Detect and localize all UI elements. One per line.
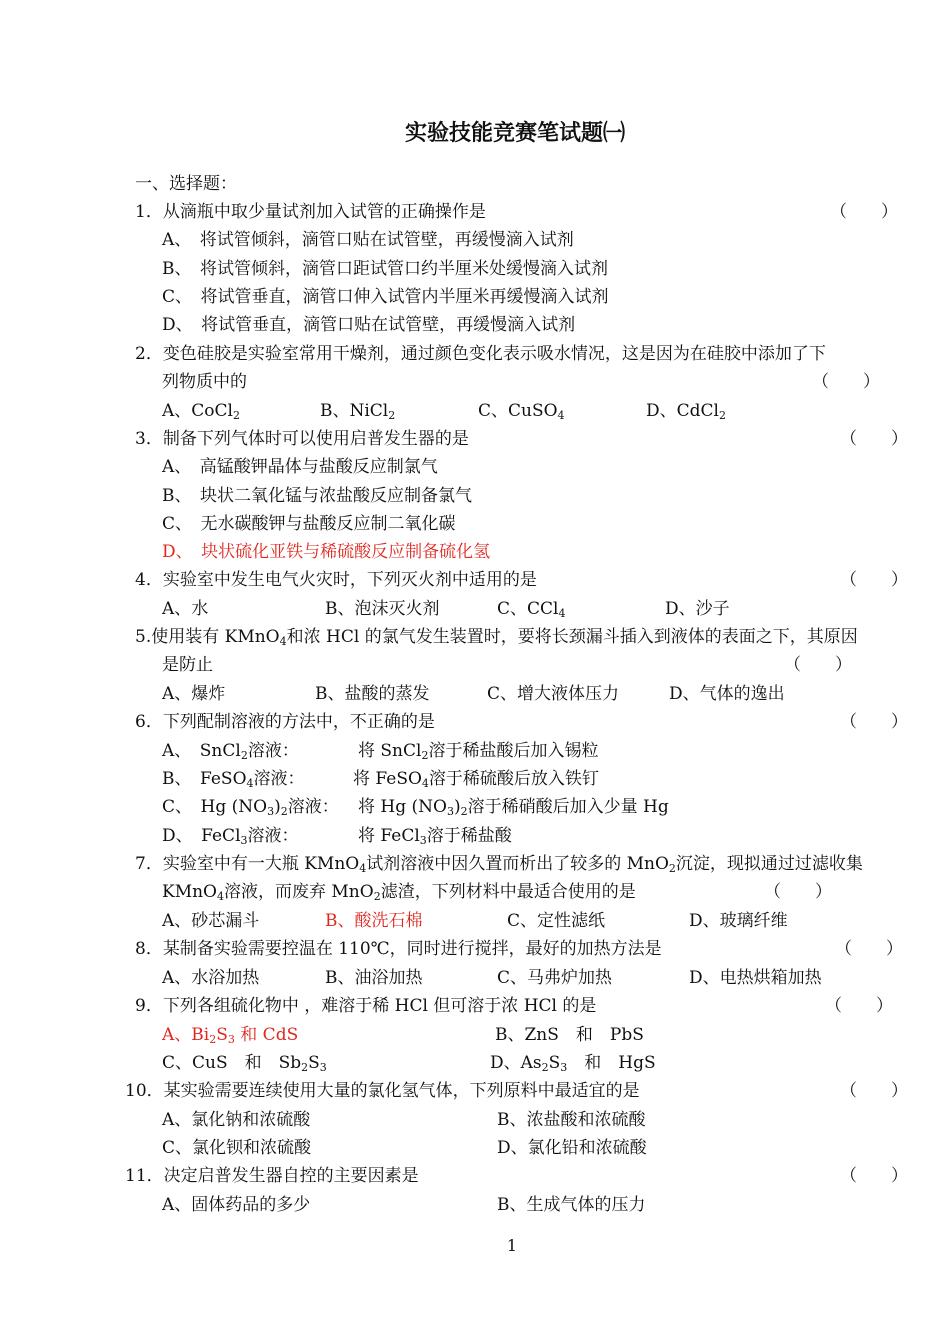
question-9-option-a-answer: A、$Bi_2S_3$ 和 CdS <box>162 1025 299 1046</box>
question-8-stem: 8．某制备实验需要控温在 110℃，同时进行搅拌，最好的加热方法是 <box>135 939 662 959</box>
question-7-stem: 7．实验室中有一大瓶 KMnO$_4$试剂溶液中因久置而析出了较多的 MnO$_2$沉淀，现拟通过过滤收集 <box>135 854 863 875</box>
question-6-option-b-label: B、 FeSO$_4$溶液： <box>162 769 305 790</box>
question-4-option-d: D、沙子 <box>665 599 730 619</box>
question-4-option-b: B、泡沫灭火剂 <box>325 599 440 619</box>
question-4-stem: 4．实验室中发生电气火灾时，下列灭火剂中适用的是 <box>135 570 537 590</box>
question-9-option-c: C、CuS 和 $Sb_2S_3$ <box>162 1053 327 1074</box>
question-11-stem: 11．决定启普发生器自控的主要因素是 <box>125 1166 419 1186</box>
answer-blank: （ ） <box>835 939 903 959</box>
question-7-option-a: A、砂芯漏斗 <box>162 911 260 931</box>
question-6-option-d-text: 将 FeCl$_3$溶于稀盐酸 <box>358 826 512 847</box>
question-1-option-a: A、 将试管倾斜，滴管口贴在试管壁，再缓慢滴入试剂 <box>162 230 574 250</box>
question-2-stem-continued: 列物质中的 <box>162 372 247 392</box>
question-2-stem: 2．变色硅胶是实验室常用干燥剂，通过颜色变化表示吸水情况，这是因为在硅胶中添加了下 <box>135 344 826 364</box>
question-10-option-a: A、氯化钠和浓硫酸 <box>162 1110 311 1130</box>
question-11-option-a: A、固体药品的多少 <box>162 1195 311 1215</box>
question-6-option-c-text: 将 Hg $(NO_3)_2$溶于稀硝酸后加入少量 Hg <box>358 797 669 818</box>
answer-blank: （ ） <box>784 655 852 675</box>
question-7-option-b-answer: B、酸洗石棉 <box>325 911 423 931</box>
answer-blank: （ ） <box>840 712 908 732</box>
question-7-option-c: C、定性滤纸 <box>507 911 606 931</box>
question-8-option-a: A、水浴加热 <box>162 968 260 988</box>
answer-blank: （ ） <box>840 1081 908 1101</box>
question-6-stem: 6．下列配制溶液的方法中，不正确的是 <box>135 712 435 732</box>
question-1-option-d: D、 将试管垂直，滴管口贴在试管壁，再缓慢滴入试剂 <box>162 315 576 335</box>
question-10-option-d: D、氯化铅和浓硫酸 <box>497 1138 647 1158</box>
answer-blank: （ ） <box>830 202 898 222</box>
question-11-option-b: B、生成气体的压力 <box>497 1195 646 1215</box>
question-2-option-a: A、CoCl$_2$ <box>162 401 240 422</box>
question-10-stem: 10．某实验需要连续使用大量的氯化氢气体，下列原料中最适宜的是 <box>125 1081 640 1101</box>
question-1-option-c: C、 将试管垂直，滴管口伸入试管内半厘米再缓慢滴入试剂 <box>162 287 609 307</box>
question-4-option-a: A、水 <box>162 599 209 619</box>
answer-blank: （ ） <box>764 882 832 902</box>
answer-blank: （ ） <box>825 996 893 1016</box>
question-2-option-c: C、CuSO$_4$ <box>478 401 565 422</box>
question-3-option-a: A、 高锰酸钾晶体与盐酸反应制氯气 <box>162 457 438 477</box>
question-5-option-c: C、增大液体压力 <box>487 684 620 704</box>
question-6-option-d-label: D、 FeCl$_3$溶液： <box>162 826 299 847</box>
question-5-option-d: D、气体的逸出 <box>669 684 785 704</box>
answer-blank: （ ） <box>840 1166 908 1186</box>
section-heading: 一、选择题： <box>135 174 237 194</box>
question-1-option-b: B、 将试管倾斜，滴管口距试管口约半厘米处缓慢滴入试剂 <box>162 259 608 279</box>
question-10-option-c: C、氯化钡和浓硫酸 <box>162 1138 312 1158</box>
answer-blank: （ ） <box>840 570 908 590</box>
question-5-option-a: A、爆炸 <box>162 684 226 704</box>
question-6-option-a-label: A、 SnCl$_2$溶液： <box>162 741 299 762</box>
question-5-stem: 5.使用装有 KMnO$_4$和浓 HCl 的氯气发生装置时，要将长颈漏斗插入到液体的表面之下，其原因 <box>135 627 858 648</box>
question-6-option-a-text: 将 SnCl$_2$溶于稀盐酸后加入锡粒 <box>358 741 599 762</box>
question-8-option-c: C、马弗炉加热 <box>497 968 613 988</box>
question-6-option-b-text: 将 FeSO$_4$溶于稀硫酸后放入铁钉 <box>353 769 599 790</box>
answer-blank: （ ） <box>840 429 908 449</box>
question-3-stem: 3．制备下列气体时可以使用启普发生器的是 <box>135 429 469 449</box>
answer-blank: （ ） <box>812 372 880 392</box>
question-3-option-c: C、 无水碳酸钾与盐酸反应制二氧化碳 <box>162 514 456 534</box>
question-7-stem-continued: KMnO$_4$溶液，而废弃 MnO$_2$滤渣，下列材料中最适合使用的是 <box>162 882 636 903</box>
page-number: 1 <box>506 1236 518 1255</box>
question-8-option-d: D、电热烘箱加热 <box>689 968 822 988</box>
question-5-stem-continued: 是防止 <box>162 655 213 675</box>
question-5-option-b: B、盐酸的蒸发 <box>315 684 430 704</box>
page-title: 实验技能竞赛笔试题㈠ <box>404 121 625 146</box>
question-1-stem: 1．从滴瓶中取少量试剂加入试管的正确操作是 <box>135 202 486 222</box>
question-10-option-b: B、浓盐酸和浓硫酸 <box>497 1110 646 1130</box>
question-6-option-c-label: C、 Hg $(NO_3)_2$溶液： <box>162 797 339 818</box>
question-2-option-d: D、CdCl$_2$ <box>646 401 726 422</box>
question-2-option-b: B、NiCl$_2$ <box>320 401 396 422</box>
question-7-option-d: D、玻璃纤维 <box>689 911 788 931</box>
question-9-option-b: B、ZnS 和 PbS <box>495 1025 644 1045</box>
question-8-option-b: B、油浴加热 <box>325 968 423 988</box>
question-9-option-d: D、$As_2S_3$ 和 HgS <box>490 1053 656 1074</box>
question-3-option-b: B、 块状二氧化锰与浓盐酸反应制备氯气 <box>162 486 472 506</box>
question-4-option-c: C、CCl$_4$ <box>497 599 566 620</box>
question-9-stem: 9．下列各组硫化物中 ，难溶于稀 HCl 但可溶于浓 HCl 的是 <box>135 996 597 1016</box>
question-3-option-d-answer: D、 块状硫化亚铁与稀硫酸反应制备硫化氢 <box>162 542 491 562</box>
